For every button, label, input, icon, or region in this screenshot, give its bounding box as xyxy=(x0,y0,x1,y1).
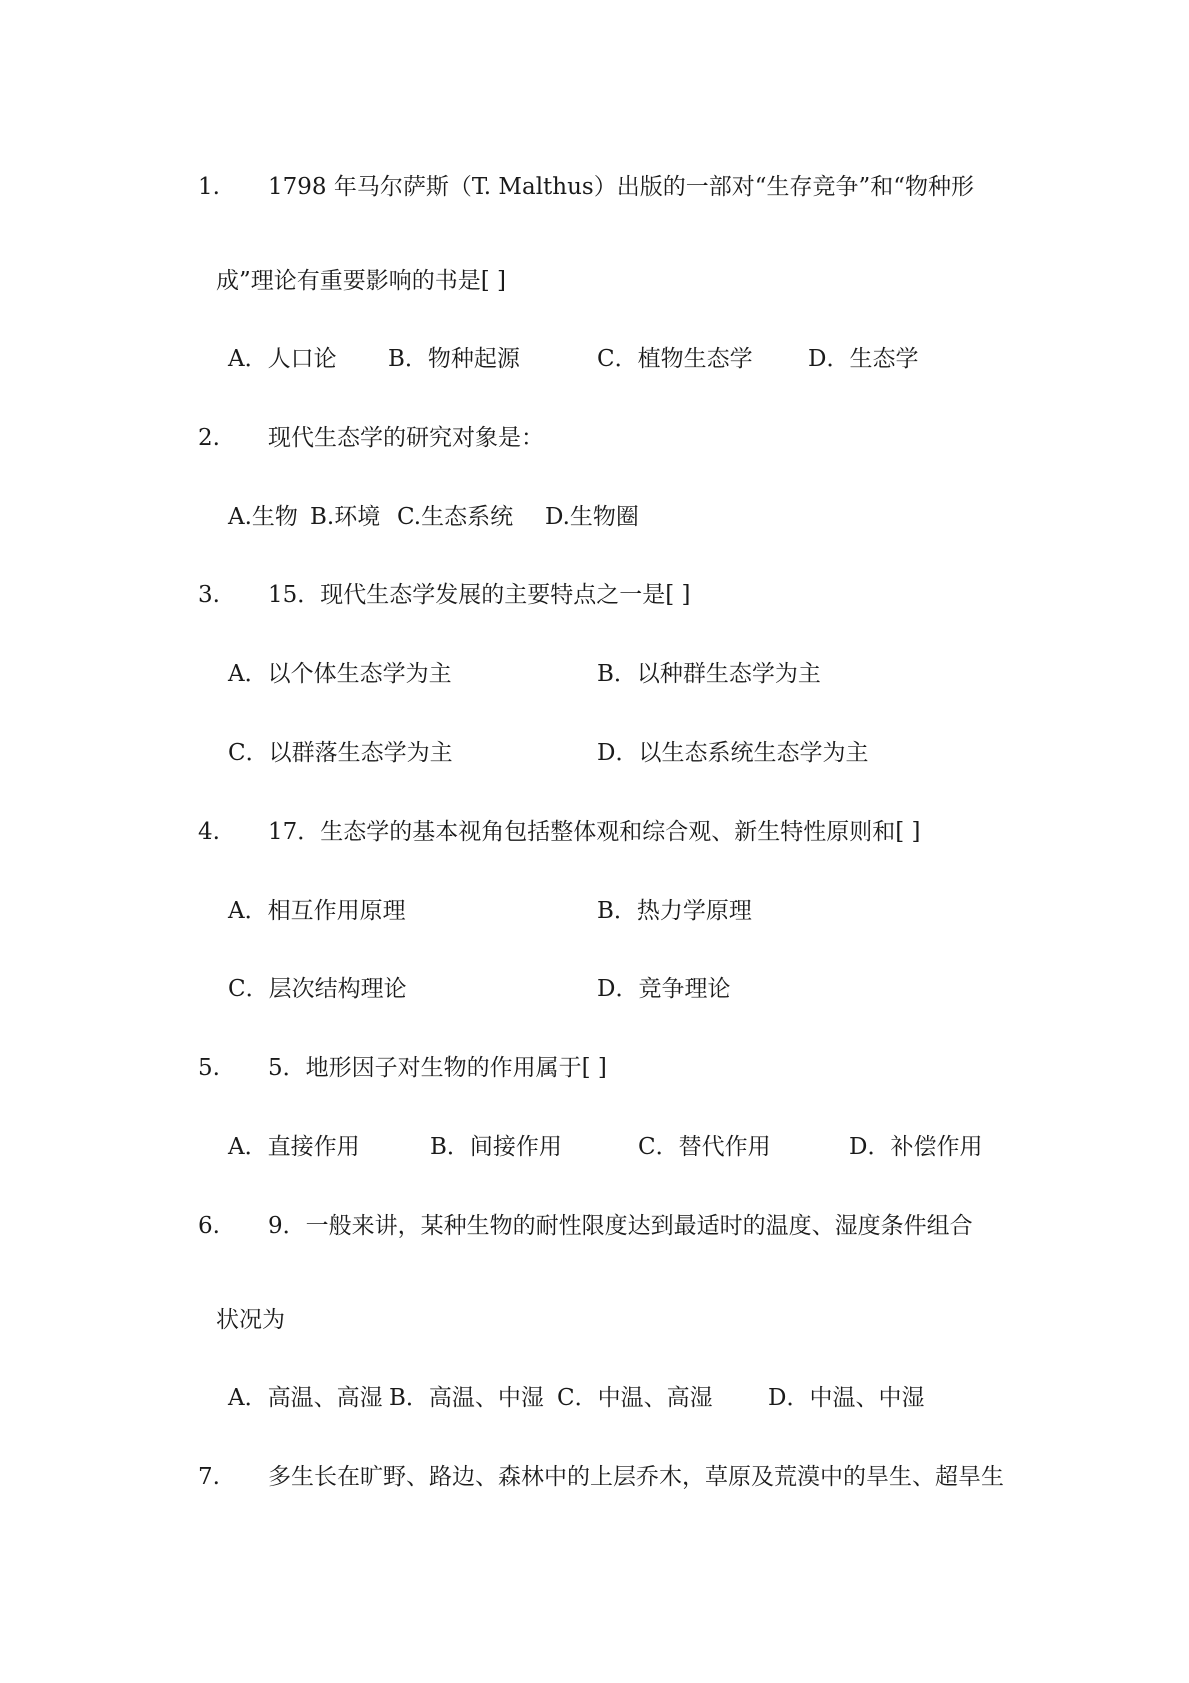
option-c: C．替代作用 xyxy=(638,1134,771,1160)
question-text-continuation: 成”理论有重要影响的书是[ ] xyxy=(216,268,507,294)
option-b: B．以种群生态学为主 xyxy=(597,661,821,687)
option-d: D.生物圈 xyxy=(545,504,639,530)
option-c: C.生态系统 xyxy=(397,504,514,530)
option-c: C．层次结构理论 xyxy=(228,976,407,1002)
option-d: D．生态学 xyxy=(808,346,919,372)
option-a: A．高温、高湿 xyxy=(228,1385,383,1411)
option-b: B．高温、中湿 xyxy=(389,1385,544,1411)
question-text: 5．地形因子对生物的作用属于[ ] xyxy=(268,1055,607,1081)
question-number: 1. xyxy=(198,174,220,200)
option-b: B．热力学原理 xyxy=(597,898,752,924)
option-a: A．直接作用 xyxy=(228,1134,360,1160)
option-c: C．以群落生态学为主 xyxy=(228,740,453,766)
option-b: B．间接作用 xyxy=(430,1134,562,1160)
option-d: D．竞争理论 xyxy=(597,976,731,1002)
question-text: 15．现代生态学发展的主要特点之一是[ ] xyxy=(268,582,691,608)
option-a: A.生物 xyxy=(228,504,298,530)
option-a: A．人口论 xyxy=(228,346,337,372)
question-number: 4. xyxy=(198,819,220,845)
option-d: D．补偿作用 xyxy=(849,1134,983,1160)
option-d: D．中温、中湿 xyxy=(768,1385,925,1411)
question-text: 多生长在旷野、路边、森林中的上层乔木，草原及荒漠中的旱生、超旱生 xyxy=(268,1464,1004,1490)
option-b: B．物种起源 xyxy=(388,346,520,372)
option-a: A．相互作用原理 xyxy=(228,898,406,924)
question-text: 现代生态学的研究对象是： xyxy=(268,425,544,451)
question-number: 7. xyxy=(198,1464,220,1490)
question-number: 3. xyxy=(198,582,220,608)
question-number: 2. xyxy=(198,425,220,451)
question-text: 17．生态学的基本视角包括整体观和综合观、新生特性原则和[ ] xyxy=(268,819,921,845)
option-c: C．中温、高湿 xyxy=(557,1385,713,1411)
option-d: D．以生态系统生态学为主 xyxy=(597,740,869,766)
option-b: B.环境 xyxy=(310,504,381,530)
option-a: A．以个体生态学为主 xyxy=(228,661,452,687)
question-text: 9．一般来讲，某种生物的耐性限度达到最适时的温度、湿度条件组合 xyxy=(268,1213,973,1239)
question-number: 6. xyxy=(198,1213,220,1239)
question-number: 5. xyxy=(198,1055,220,1081)
question-text: 1798 年马尔萨斯（T. Malthus）出版的一部对“生存竞争”和“物种形 xyxy=(268,174,974,200)
option-c: C．植物生态学 xyxy=(597,346,753,372)
question-text-continuation: 状况为 xyxy=(216,1307,285,1333)
